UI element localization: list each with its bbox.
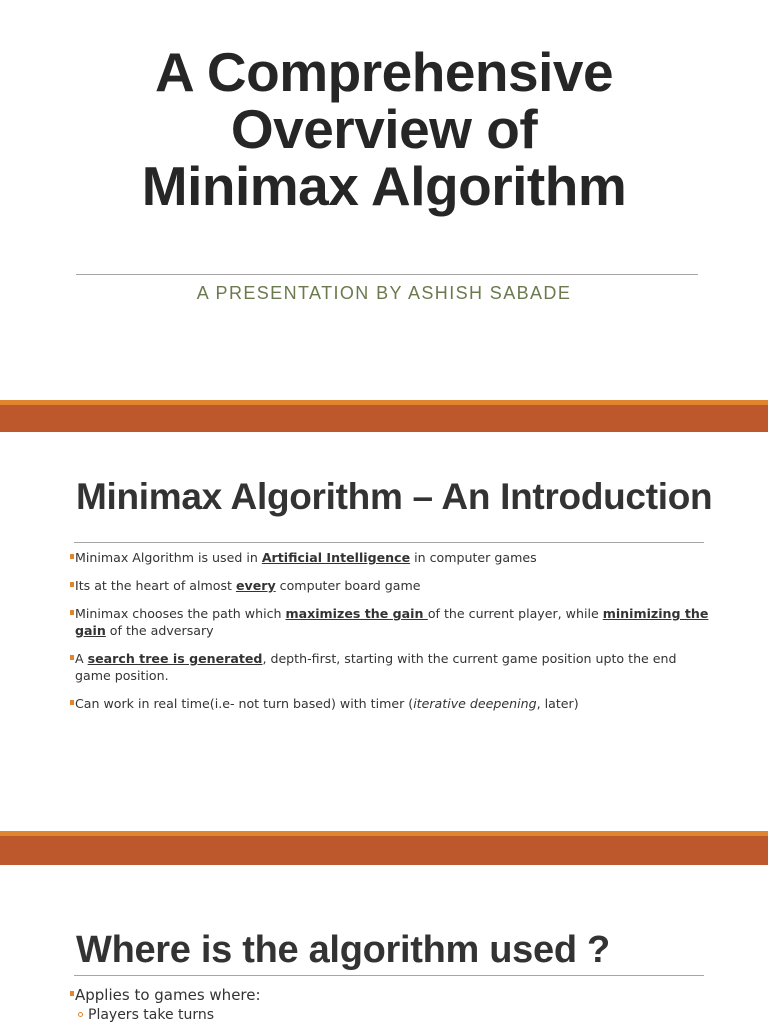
- bullet-text: in computer games: [410, 550, 537, 565]
- bullet-list: [70, 985, 710, 1024]
- title-slide: [0, 0, 768, 400]
- presentation-subtitle: A PRESENTATION BY ASHISH SABADE: [196, 283, 572, 303]
- title-divider: [76, 274, 698, 275]
- heading-divider: [74, 542, 704, 543]
- slide-heading: Where is the algorithm used ?: [76, 929, 610, 971]
- bullet-text: , later): [536, 696, 579, 711]
- square-bullet-icon: [70, 700, 74, 705]
- bullet-text: Its at the heart of almost: [75, 578, 236, 593]
- square-bullet-icon: [70, 655, 74, 660]
- emphasized-text: minimizing the gain: [75, 606, 709, 638]
- list-item: [70, 605, 710, 639]
- slide-separator: [0, 400, 768, 432]
- list-item: [70, 695, 710, 712]
- title-line-3: Minimax Algorithm: [141, 155, 627, 217]
- heading-divider: [74, 975, 704, 976]
- bullet-text: , depth-first, starting with the current game position upto the end game position.: [75, 651, 677, 683]
- list-item: [70, 650, 710, 684]
- emphasized-text: search tree is generated: [87, 651, 263, 666]
- introduction-slide: [0, 432, 768, 831]
- list-item: [70, 577, 710, 594]
- square-bullet-icon: [70, 991, 74, 996]
- bullet-text: Minimax Algorithm is used in: [75, 550, 262, 565]
- sub-bullet-text: Players take turns: [88, 1007, 215, 1023]
- list-item: [70, 985, 710, 1005]
- list-item: [70, 549, 710, 566]
- circle-bullet-icon: [78, 1012, 83, 1017]
- bullet-text: of the current player, while: [427, 606, 603, 621]
- bullet-list: [70, 549, 710, 723]
- bullet-text: A: [75, 651, 88, 666]
- bullet-text: of the adversary: [105, 623, 214, 638]
- slide-heading: Minimax Algorithm – An Introduction: [76, 476, 713, 517]
- usage-slide: [0, 865, 768, 1024]
- bullet-text: computer board game: [275, 578, 421, 593]
- emphasized-text: every: [235, 578, 276, 593]
- square-bullet-icon: [70, 610, 74, 615]
- slide-separator: [0, 831, 768, 865]
- title-line-1: A Comprehensive: [154, 41, 614, 103]
- bullet-text: Can work in real time(i.e- not turn based) with timer (: [75, 696, 414, 711]
- bullet-text: Applies to games where:: [75, 986, 261, 1004]
- presentation-title: [0, 41, 768, 217]
- bullet-text: Minimax chooses the path which: [75, 606, 286, 621]
- sub-list-item: [70, 1005, 710, 1024]
- square-bullet-icon: [70, 554, 74, 559]
- square-bullet-icon: [70, 582, 74, 587]
- emphasized-text: Artificial Intelligence: [261, 550, 411, 565]
- emphasized-text: maximizes the gain: [285, 606, 428, 621]
- title-line-2: Overview of: [230, 98, 538, 160]
- emphasized-text: iterative deepening: [413, 696, 537, 711]
